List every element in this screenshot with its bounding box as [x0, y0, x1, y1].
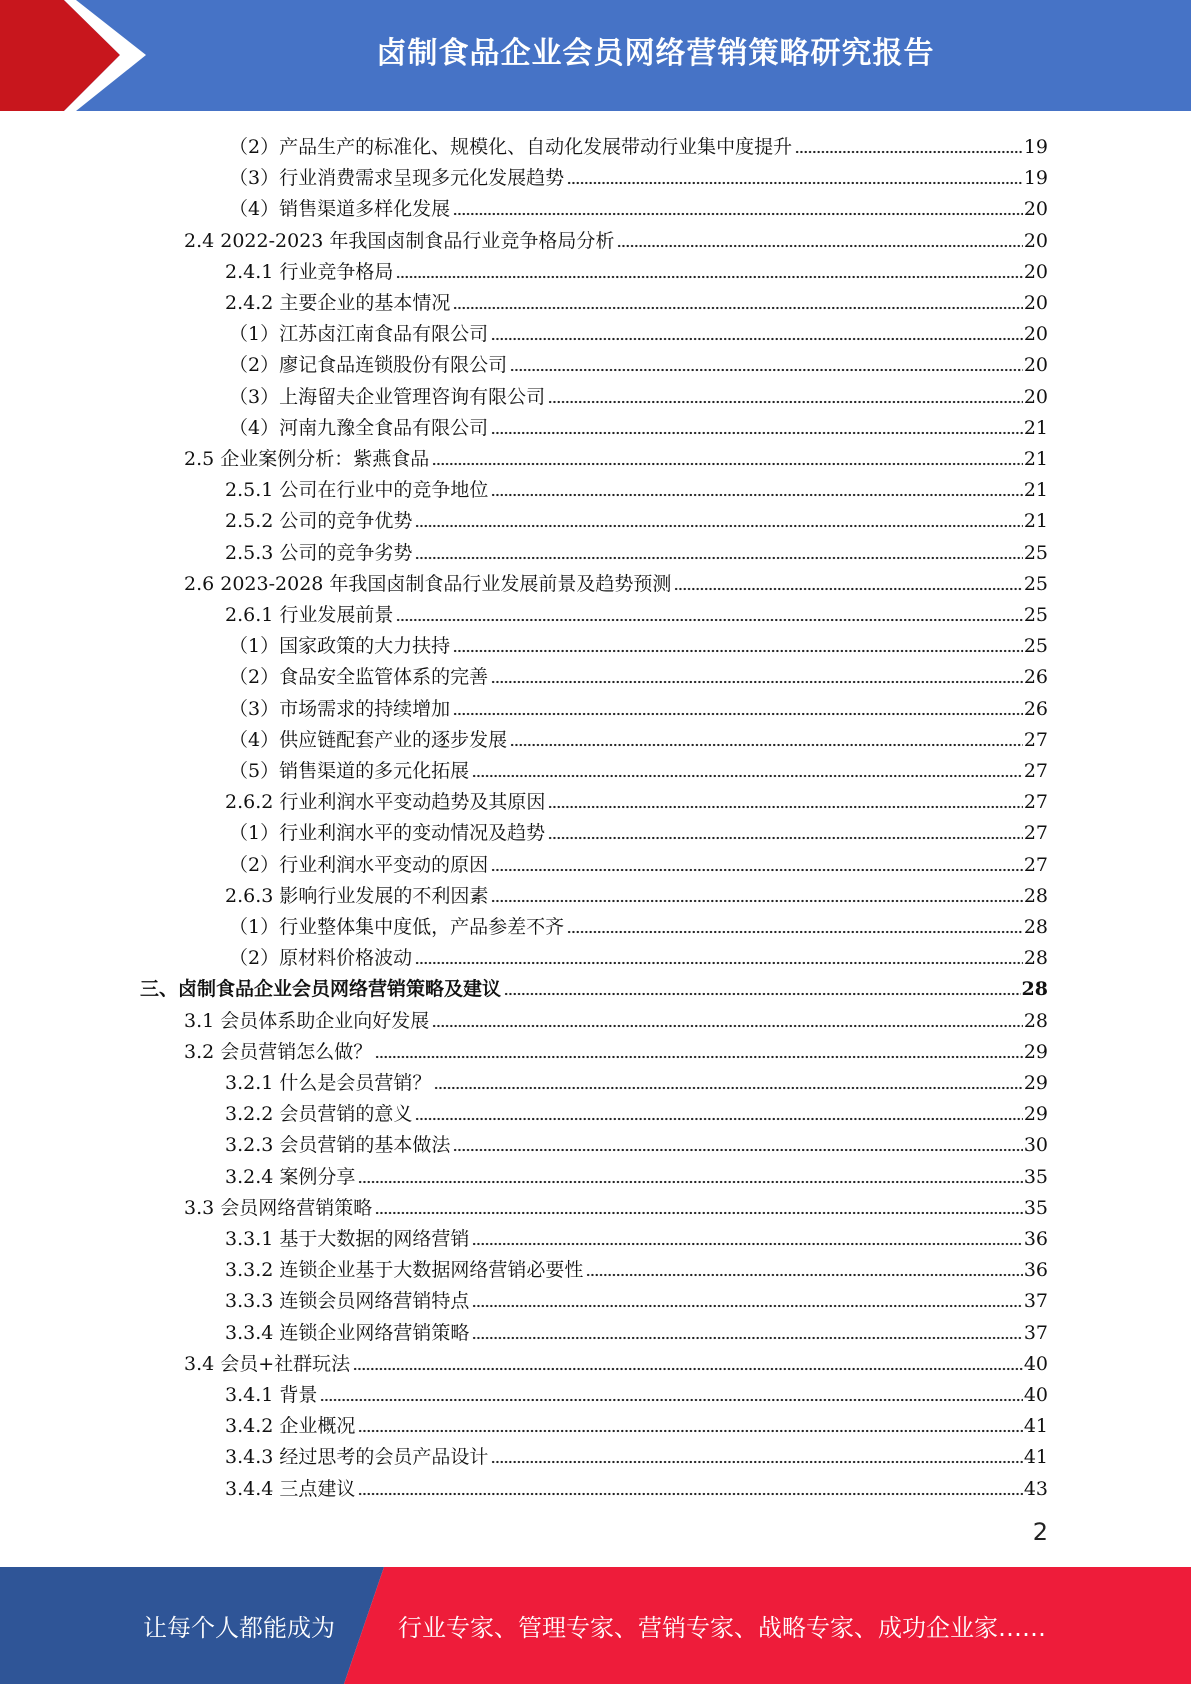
toc-entry-page: 29 — [1023, 1072, 1048, 1094]
toc-dot-leader — [510, 368, 1023, 372]
toc-entry-label: 2.5.2 公司的竞争优势 — [225, 510, 413, 533]
toc-entry[interactable] — [225, 1314, 1048, 1345]
toc-entry-page: 36 — [1023, 1259, 1048, 1282]
toc-dot-leader — [375, 1211, 1023, 1215]
toc-entry-label: （5）销售渠道的多元化拓展 — [229, 760, 470, 782]
toc-entry[interactable] — [225, 471, 1048, 502]
toc-entry-page: 40 — [1023, 1352, 1048, 1375]
toc-entry[interactable] — [184, 1002, 1048, 1033]
toc-entry-page: 37 — [1023, 1290, 1048, 1313]
toc-dot-leader — [432, 462, 1023, 466]
toc-dot-leader — [586, 1273, 1022, 1277]
toc-entry[interactable] — [225, 534, 1048, 565]
toc-dot-leader — [504, 992, 1021, 996]
toc-entry-label: 3.4.3 经过思考的会员产品设计 — [225, 1446, 489, 1469]
toc-entry-label: 2.4.1 行业竞争格局 — [225, 260, 394, 283]
page-header — [0, 0, 1191, 111]
toc-entry-page: 19 — [1023, 167, 1048, 190]
toc-entry-page: 20 — [1023, 323, 1048, 346]
page-number: 2 — [1032, 1518, 1048, 1546]
toc-dot-leader — [396, 275, 1022, 279]
toc-entry[interactable] — [225, 877, 1048, 908]
toc-dot-leader — [548, 836, 1023, 840]
toc-entry-page: 25 — [1023, 572, 1048, 595]
toc-entry[interactable] — [229, 190, 1048, 221]
toc-entry-label: （1）国家政策的大力扶持 — [229, 635, 451, 658]
toc-entry-label: （4）销售渠道多样化发展 — [229, 198, 451, 221]
toc-entry-label: 2.6.3 影响行业发展的不利因素 — [225, 884, 489, 907]
toc-dot-leader — [567, 930, 1023, 934]
toc-entry[interactable] — [225, 1376, 1048, 1407]
toc-dot-leader — [453, 1148, 1022, 1152]
toc-entry[interactable] — [225, 1126, 1048, 1157]
toc-dot-leader — [453, 306, 1022, 310]
toc-entry-label: 3.2 会员营销怎么做？ — [184, 1040, 373, 1063]
footer-slogan-right: 行业专家、管理专家、营销专家、战略专家、成功企业家…… — [398, 1614, 1046, 1642]
toc-entry[interactable] — [229, 939, 1048, 970]
toc-dot-leader — [491, 337, 1023, 341]
toc-entry[interactable] — [229, 159, 1048, 190]
toc-dot-leader — [358, 1492, 1022, 1496]
toc-dot-leader — [472, 1304, 1022, 1308]
toc-entry-page: 41 — [1023, 1446, 1048, 1469]
toc-entry-page: 29 — [1023, 1040, 1048, 1063]
toc-dot-leader — [320, 1398, 1022, 1402]
toc-entry[interactable] — [184, 1189, 1048, 1220]
toc-entry-page: 26 — [1023, 666, 1048, 689]
toc-entry[interactable] — [140, 970, 1048, 1001]
toc-dot-leader — [396, 618, 1022, 622]
toc-entry-page: 25 — [1023, 541, 1048, 564]
toc-entry-label: 3.3.2 连锁企业基于大数据网络营销必要性 — [225, 1259, 584, 1282]
toc-entry-label: 3.2.3 会员营销的基本做法 — [225, 1134, 451, 1157]
toc-dot-leader — [472, 774, 1023, 778]
toc-entry[interactable] — [225, 1064, 1048, 1095]
toc-entry-page: 27 — [1023, 760, 1048, 782]
toc-dot-leader — [358, 1429, 1022, 1433]
toc-dot-leader — [491, 899, 1022, 903]
toc-entry[interactable] — [229, 814, 1048, 845]
toc-entry-page: 20 — [1023, 354, 1048, 377]
toc-entry-label: 2.5.1 公司在行业中的竞争地位 — [225, 479, 489, 502]
toc-entry[interactable] — [225, 253, 1048, 284]
toc-entry-label: 3.2.1 什么是会员营销？ — [225, 1072, 432, 1094]
toc-entry-label: 2.6 2023-2028 年我国卤制食品行业发展前景及趋势预测 — [184, 572, 672, 595]
toc-entry-page: 20 — [1023, 260, 1048, 283]
toc-entry[interactable] — [225, 1220, 1048, 1251]
toc-entry-page: 25 — [1023, 604, 1048, 626]
toc-entry-label: 3.3.4 连锁企业网络营销策略 — [225, 1321, 470, 1344]
toc-entry-label: 3.4.4 三点建议 — [225, 1477, 356, 1500]
toc-entry-label: （2）行业利润水平变动的原因 — [229, 853, 489, 876]
toc-entry-page: 27 — [1023, 728, 1048, 751]
toc-entry-page: 28 — [1023, 1009, 1048, 1032]
toc-entry[interactable] — [225, 596, 1048, 627]
toc-entry-page: 20 — [1023, 385, 1048, 408]
toc-entry-page: 20 — [1023, 229, 1048, 252]
toc-dot-leader — [415, 524, 1022, 528]
toc-entry-label: （2）产品生产的标准化、规模化、自动化发展带动行业集中度提升 — [229, 136, 793, 158]
page-footer — [0, 1567, 1191, 1684]
toc-entry-label: 2.6.1 行业发展前景 — [225, 604, 394, 626]
toc-dot-leader — [567, 181, 1023, 185]
toc-entry[interactable] — [225, 1282, 1048, 1313]
toc-entry-label: 3.4 会员+社群玩法 — [184, 1352, 351, 1375]
toc-dot-leader — [453, 712, 1023, 716]
toc-entry[interactable] — [229, 690, 1048, 721]
toc-entry-page: 28 — [1021, 978, 1048, 1001]
toc-entry-label: （2）食品安全监管体系的完善 — [229, 666, 489, 689]
toc-entry[interactable] — [225, 1158, 1048, 1189]
toc-entry-label: 3.4.1 背景 — [225, 1384, 318, 1406]
toc-dot-leader — [453, 649, 1023, 653]
toc-entry-page: 20 — [1023, 198, 1048, 221]
toc-entry-label: （3）市场需求的持续增加 — [229, 697, 451, 720]
toc-entry-label: 3.3.3 连锁会员网络营销特点 — [225, 1290, 470, 1313]
toc-entry-page: 30 — [1023, 1134, 1048, 1157]
toc-entry[interactable] — [229, 846, 1048, 877]
toc-entry-label: 三、卤制食品企业会员网络营销策略及建议 — [140, 978, 502, 1001]
toc-entry-page: 43 — [1023, 1477, 1048, 1500]
toc-entry-label: （1）行业整体集中度低，产品参差不齐 — [229, 916, 565, 938]
toc-entry[interactable] — [184, 440, 1048, 471]
toc-entry-page: 40 — [1023, 1384, 1048, 1406]
toc-dot-leader — [491, 1460, 1022, 1464]
toc-entry-label: （1）行业利润水平的变动情况及趋势 — [229, 822, 546, 845]
toc-entry[interactable] — [225, 1438, 1048, 1469]
toc-dot-leader — [472, 1242, 1022, 1246]
toc-entry-page: 28 — [1023, 947, 1048, 970]
toc-entry[interactable] — [184, 1033, 1048, 1064]
toc-dot-leader — [510, 743, 1023, 747]
toc-dot-leader — [472, 1336, 1022, 1340]
toc-entry[interactable] — [229, 721, 1048, 752]
toc-dot-leader — [548, 805, 1022, 809]
toc-entry-page: 29 — [1023, 1103, 1048, 1126]
toc-entry-page: 21 — [1023, 416, 1048, 439]
toc-entry[interactable] — [225, 1470, 1048, 1501]
toc-dot-leader — [432, 1024, 1023, 1028]
toc-dot-leader — [617, 244, 1022, 248]
toc-dot-leader — [415, 961, 1023, 965]
toc-entry[interactable] — [225, 284, 1048, 315]
toc-entry-label: （4）供应链配套产业的逐步发展 — [229, 728, 508, 751]
toc-dot-leader — [415, 1117, 1022, 1121]
toc-entry-label: 3.1 会员体系助企业向好发展 — [184, 1009, 430, 1032]
header-arrow-icon — [0, 0, 160, 111]
toc-entry-page: 21 — [1023, 479, 1048, 502]
toc-entry[interactable] — [229, 658, 1048, 689]
toc-dot-leader — [353, 1367, 1023, 1371]
toc-entry[interactable] — [184, 1345, 1048, 1376]
toc-entry-page: 28 — [1023, 884, 1048, 907]
toc-entry[interactable] — [184, 222, 1048, 253]
toc-entry[interactable] — [225, 1251, 1048, 1282]
toc-entry-page: 35 — [1023, 1196, 1048, 1219]
toc-entry-page: 25 — [1023, 635, 1048, 658]
toc-entry-page: 19 — [1023, 136, 1048, 158]
toc-entry[interactable] — [225, 502, 1048, 533]
toc-entry[interactable] — [229, 346, 1048, 377]
toc-entry-label: 3.2.2 会员营销的意义 — [225, 1103, 413, 1126]
toc-dot-leader — [375, 1055, 1023, 1059]
toc-entry-label: 2.4 2022-2023 年我国卤制食品行业竞争格局分析 — [184, 229, 615, 252]
toc-entry[interactable] — [229, 627, 1048, 658]
toc-dot-leader — [434, 1086, 1022, 1090]
toc-entry[interactable] — [225, 1095, 1048, 1126]
toc-entry-page: 27 — [1023, 822, 1048, 845]
toc-entry-label: 3.4.2 企业概况 — [225, 1415, 356, 1438]
toc-dot-leader — [491, 431, 1023, 435]
toc-entry-page: 28 — [1023, 916, 1048, 938]
toc-entry-label: 3.2.4 案例分享 — [225, 1165, 356, 1188]
toc-entry-label: 3.3.1 基于大数据的网络营销 — [225, 1228, 470, 1250]
toc-dot-leader — [674, 587, 1022, 591]
toc-entry-page: 27 — [1023, 853, 1048, 876]
toc-entry-label: （4）河南九豫全食品有限公司 — [229, 416, 489, 439]
toc-entry-page: 20 — [1023, 292, 1048, 314]
toc-entry-page: 21 — [1023, 448, 1048, 470]
toc-dot-leader — [491, 493, 1022, 497]
toc-dot-leader — [491, 868, 1023, 872]
toc-entry-label: 3.3 会员网络营销策略 — [184, 1196, 373, 1219]
toc-entry-label: （2）廖记食品连锁股份有限公司 — [229, 354, 508, 377]
toc-entry[interactable] — [229, 752, 1048, 783]
toc-dot-leader — [453, 212, 1023, 216]
toc-entry-label: （3）行业消费需求呈现多元化发展趋势 — [229, 167, 565, 190]
toc-dot-leader — [548, 400, 1023, 404]
toc-entry-page: 41 — [1023, 1415, 1048, 1438]
toc-entry[interactable] — [229, 409, 1048, 440]
toc-entry-page: 26 — [1023, 697, 1048, 720]
toc-entry-page: 36 — [1023, 1228, 1048, 1250]
toc-entry[interactable] — [184, 565, 1048, 596]
toc-entry-page: 35 — [1023, 1165, 1048, 1188]
toc-entry[interactable] — [229, 315, 1048, 346]
toc-entry[interactable] — [229, 908, 1048, 939]
toc-entry-label: 2.4.2 主要企业的基本情况 — [225, 292, 451, 314]
toc-entry-label: （1）江苏卤江南食品有限公司 — [229, 323, 489, 346]
toc-dot-leader — [795, 150, 1023, 154]
toc-dot-leader — [491, 680, 1023, 684]
toc-entry[interactable] — [229, 378, 1048, 409]
toc-entry-label: 2.5 企业案例分析：紫燕食品 — [184, 448, 430, 470]
toc-entry-label: （3）上海留夫企业管理咨询有限公司 — [229, 385, 546, 408]
toc-dot-leader — [415, 556, 1022, 560]
document-title: 卤制食品企业会员网络营销策略研究报告 — [376, 36, 935, 71]
toc-dot-leader — [358, 1180, 1022, 1184]
toc-entry-page: 37 — [1023, 1321, 1048, 1344]
toc-entry-label: 2.6.2 行业利润水平变动趋势及其原因 — [225, 791, 546, 814]
footer-slogan-left: 让每个人都能成为 — [143, 1614, 335, 1642]
toc-entry-label: （2）原材料价格波动 — [229, 947, 413, 970]
toc-entry-page: 27 — [1023, 791, 1048, 814]
toc-entry[interactable] — [225, 783, 1048, 814]
toc-entry-page: 21 — [1023, 510, 1048, 533]
toc-entry-label: 2.5.3 公司的竞争劣势 — [225, 541, 413, 564]
toc-entry[interactable] — [225, 1407, 1048, 1438]
toc-entry[interactable] — [229, 128, 1048, 159]
